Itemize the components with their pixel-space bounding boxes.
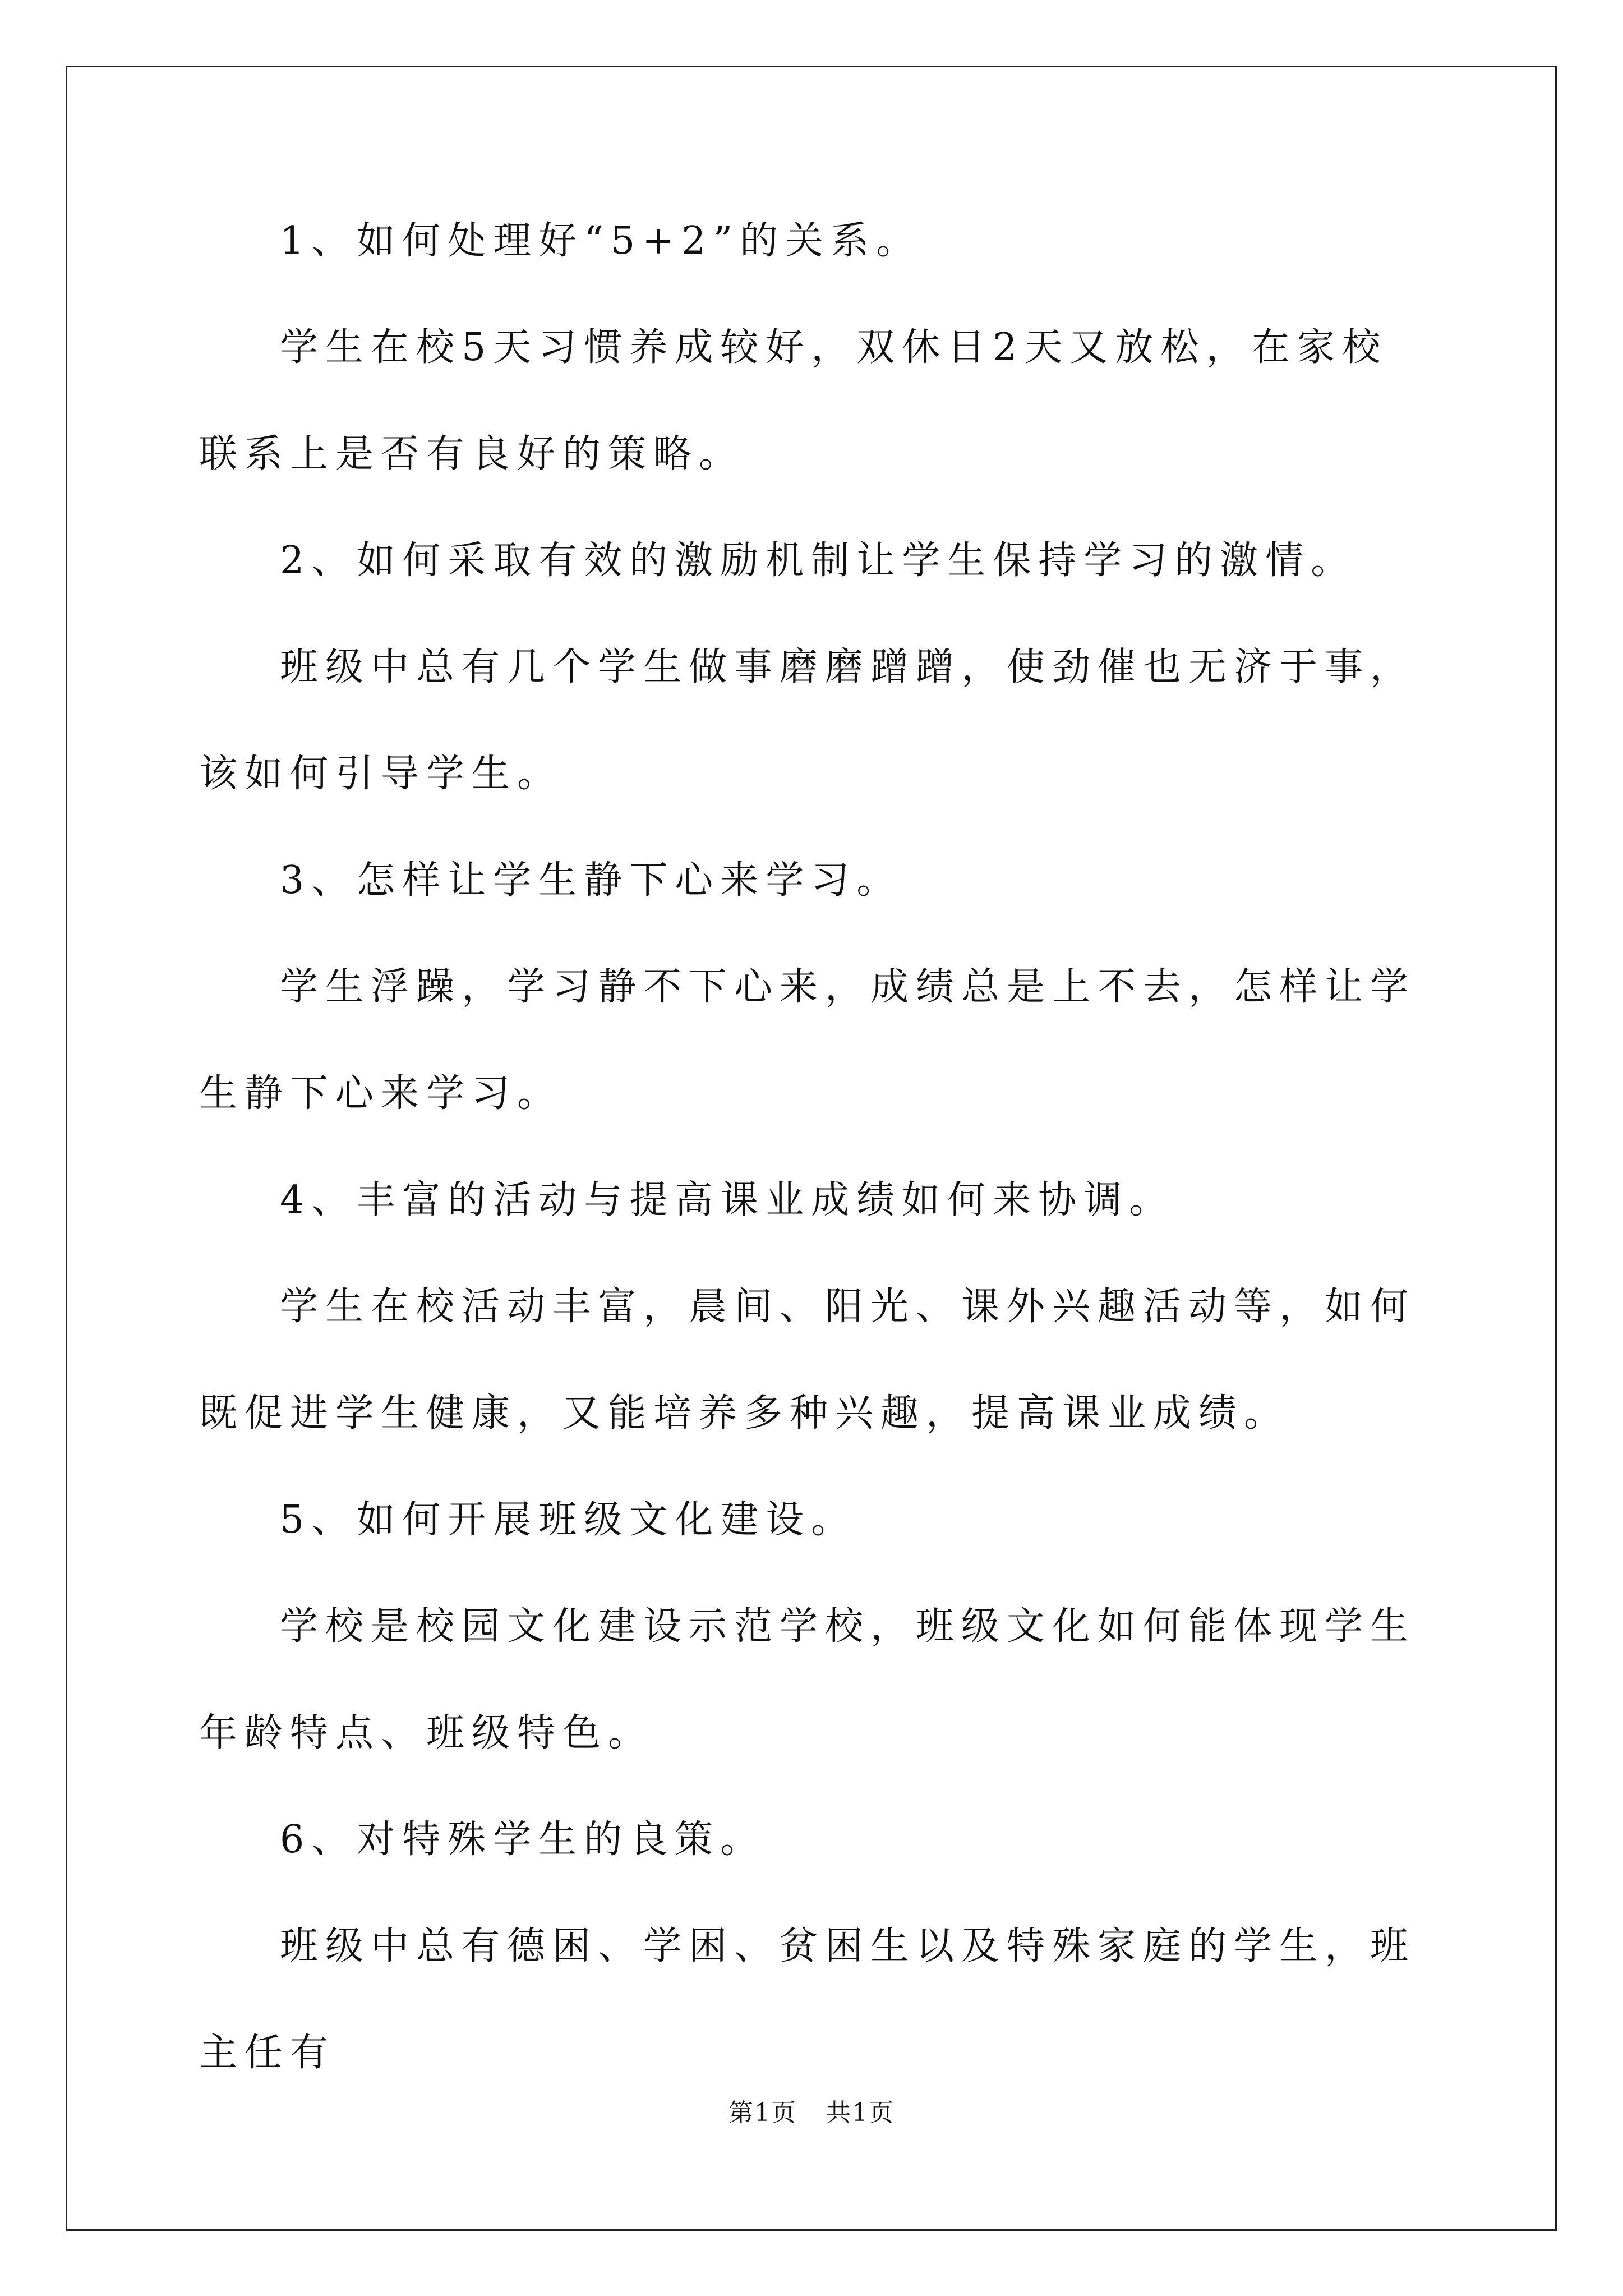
page-total: 共1页 xyxy=(826,2099,895,2127)
item-3-heading: 3、怎样让学生静下心来学习。 xyxy=(280,858,902,903)
document-body xyxy=(199,188,1433,2106)
item-1-body: 学生在校5天习惯养成较好，双休日2天又放松，在家校联系上是否有良好的策略。 xyxy=(199,325,1388,476)
item-6-body: 班级中总有德困、学困、贫困生以及特殊家庭的学生，班主任有 xyxy=(199,1924,1416,2075)
page-number: 第1页 xyxy=(728,2099,797,2127)
item-1-heading: 1、如何处理好“5+2”的关系。 xyxy=(280,219,922,263)
item-2-body: 班级中总有几个学生做事磨磨蹭蹭，使劲催也无济于事，该如何引导学生。 xyxy=(199,645,1416,796)
item-4-heading: 4、丰富的活动与提高课业成绩如何来协调。 xyxy=(280,1178,1175,1222)
item-5-body: 学校是校园文化建设示范学校，班级文化如何能体现学生年龄特点、班级特色。 xyxy=(199,1604,1416,1755)
item-4-body: 学生在校活动丰富，晨间、阳光、课外兴趣活动等，如何既促进学生健康，又能培养多种兴趣，提高课业成绩。 xyxy=(199,1285,1416,1435)
item-5-heading: 5、如何开展班级文化建设。 xyxy=(280,1498,857,1542)
item-2-heading: 2、如何采取有效的激励机制让学生保持学习的激情。 xyxy=(280,539,1357,583)
page-footer xyxy=(0,2092,1623,2128)
item-6-heading: 6、对特殊学生的良策。 xyxy=(280,1818,766,1862)
item-3-body: 学生浮躁，学习静不下心来，成绩总是上不去，怎样让学生静下心来学习。 xyxy=(199,965,1416,1116)
